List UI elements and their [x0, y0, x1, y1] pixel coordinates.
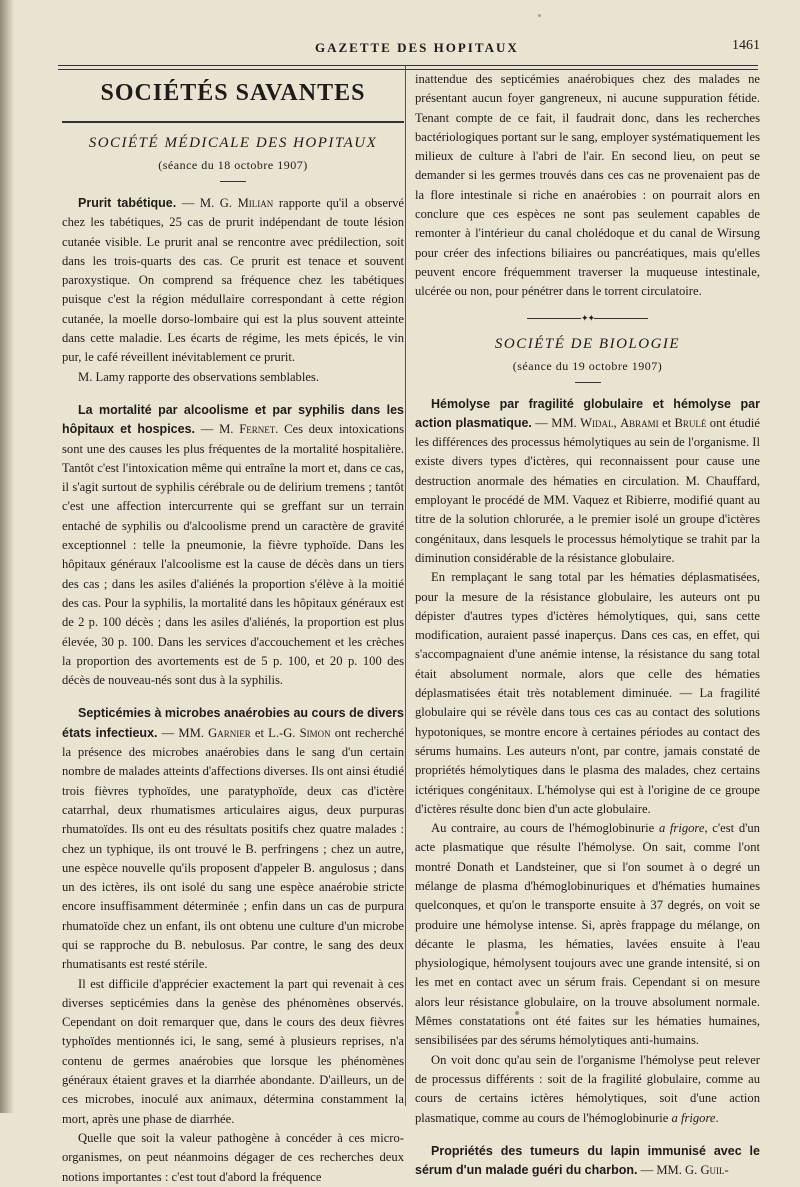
society-heading: SOCIÉTÉ MÉDICALE DES HOPITAUX: [88, 135, 378, 151]
paragraph: Au contraire, au cours de l'hémoglobinurie a frigore, c'est d'un acte plasmatique que résulte l'hémolyse. On sait, comme l'ont montré Donath et Landsteiner, que si l'on soumet à o degré un mélange de plasma d'hémoglobinuriques et d'hématies humaines quelconques, et qu'on le transporte ensuite à 37 degrés, on voit se produire une hémolyse intense. Si, après frappage du mélange, on décante le plasma, les hématies, lavées ensuite à l'eau physiologique, hémolysent toujours avec une grande intensité, si on les met en contact avec un sérum frais. Cependant si on mesure alors leur résistance globulaire, on la trouve absolument normale. Mêmes constatations ont été faites sur les hématies humaines, sensibilisées par des sérums hémolytiques anti-humains.: [415, 821, 760, 1048]
title-rule: [62, 121, 404, 123]
binding-shadow: [0, 0, 14, 1113]
article-hemolyse: Hémolyse par fragilité globulaire et hémolyse par action plasmatique. — MM. Widal, Abrami et Brulé ont étudié les différences des processus hémolytiques au sein de l'organisme. Il existe divers types d'ictères, qui reconnaissent pour cause une destruction anormale des hématies en circulation. M. Chauffard, employant le procédé de MM. Vaquez et Ribierre, modifié quant au titre de la solution chlorurée, a le premier isolé un groupe d'ictères congénitaux, dans lesquels le processus hémolytique se trahit par la diminution considérable de la résistance globulaire.: [415, 396, 760, 565]
article-heading: Propriétés des tumeurs du lapin immunisé avec le sérum d'un malade guéri du charbon.: [415, 1143, 760, 1178]
page-header: [60, 36, 760, 62]
author-name: Widal: [580, 415, 614, 430]
paragraph: En remplaçant le sang total par les hématies déplasmatisées, pour la mesure de la résistance globulaire, les auteurs ont pu dépister d'autres types d'ictères hémolytiques, qui, sans cette modification, auraient passé inaperçus. Dans ces cas, en effet, qui s'accompagnaient d'une anémie intense, la résistance du sang total était absolument normale, alors que celle des hématies déplasmatisées était très notablement diminuée. — La fragilité globulaire qui se révèle dans tous ces cas au contact des solutions hypotoniques, se montre encore à certaines périodes au contact des sérums humains. Les auteurs n'ont, par contre, jamais constaté de propriétés hémolytiques dans le plasma des malades, chez certains ictériques congénitaux. L'hémolyse qui est à l'origine de ce groupe d'ictères résulte donc bien d'un acte globulaire.: [415, 570, 760, 816]
paragraph: M. Lamy rapporte des observations semblables.: [78, 369, 319, 384]
continued-paragraph: inattendue des septicémies anaérobiques chez des malades ne présentant aucun foyer gangreneux, ni aucune suppuration fétide. Tenant compte de ce fait, il faudrait donc, dans les recherches bactériologiques portant sur le sang, employer systématiquement les milieux de culture à l'abri de l'air. En second lieu, on peut se demander si les germes trouvés dans ces cas ne provenaient pas de la flore intestinale si riche en anaérobies : on pourrait alors en conclure que ces espèces ne sont pas seulement capables de remonter à l'intérieur du canal cholédoque et du canal de Wirsung pour créer des infections biliaires ou pancréatiques, mais qu'elles peuvent encore fréquemment traverser la muqueuse intestinale, ulcérée ou non, pour pénétrer dans le torrent circulatoire.: [415, 72, 760, 299]
article-heading: La mortalité par alcoolisme et par syphilis dans les hôpitaux et hospices.: [62, 402, 404, 437]
author-name: Abrami: [620, 415, 659, 430]
right-column: [415, 70, 760, 1180]
author-name: Brulé: [674, 415, 707, 430]
author-name: Milian: [237, 196, 274, 210]
paragraph: Il est difficile d'apprécier exactement la part qui revenait à ces diverses septicémies dans la genèse des phénomènes observés. Cependant on doit remarquer que, dans le cours des deux fièvres typhoïdes mentionnés ici, le sang, semé à plusieurs reprises, n'a contenu de germes anaérobies que lorsque les phénomènes généraux étaient graves et la diarrhée abondante. D'ailleurs, un de ces microbes, inoculé aux animaux, détermina constamment la mort, après une phase de diarrhée.: [62, 976, 404, 1126]
article-tumeurs: Propriétés des tumeurs du lapin immunisé avec le sérum d'un malade guéri du charbon. — MM. G. Guil-: [415, 1143, 760, 1178]
section-separator: ✦✦: [415, 314, 760, 324]
article-heading: Hémolyse par fragilité globulaire et hémolyse par action plasmatique.: [415, 396, 760, 430]
column-divider: [405, 66, 406, 1106]
page-number: 1461: [732, 38, 760, 53]
article-heading: Septicémies à microbes anaérobies au cours de divers états infectieux.: [62, 706, 404, 740]
seance-date: (séance du 19 octobre 1907): [512, 358, 663, 373]
author-name: Garnier: [208, 725, 251, 740]
author-name: Simon: [299, 725, 331, 740]
article-prurit: Prurit tabétique. — M. G. Milian rapporte qu'il a observé chez les tabétiques, 25 cas de prurit indépendant de toute lésion cutanée visible. Le prurit anal se rencontre avec prédilection, soit dans les trois-quarts des cas. Ce prurit est tenace et souvent paroxystique. On comprend sa fréquence chez les tabétiques puisque c'est la région médullaire correspondant à cette région cutanée, la moelle dorso-lombaire qui est la plus souvent atteinte dans cette maladie. Les écarts de régime, les mets épicés, le vin pur, le café réveillent inévitablement ce prurit.: [62, 196, 405, 365]
article-mortalite: La mortalité par alcoolisme et par syphilis dans les hôpitaux et hospices. — M. Fernet. Ces deux intoxications sont une des causes les plus fréquentes de la mortalité hospitalière. Tantôt c'est l'intoxication même qui entraîne la mort et, dans ce cas, il s'agit surtout de syphilis cérébrale ou de delirium tremens ; tantôt c'est une affection intercurrente qui se greffant sur un terrain entaché de syphilis ou d'alcoolisme prend un caractère de gravité exceptionnel : telle la pneumonie, la fièvre typhoïde. Dans les hôpitaux généraux l'alcoolisme est la cause de décès dans un tiers des cas ; dans les asiles d'aliénés la proportion s'élève à la moitié des cas. Pour la syphilis, la mortalité dans les hôpitaux généraux est de 2 p. 100 décès ; dans les asiles d'aliénés, la proportion est plus élevée, 30 p. 100. Dans les services d'accouchement et les crèches la proportion des avortements est de 5 p. 100, et 20 p. 100 des décès de nouveau-nés sont dus à la syphilis.: [62, 402, 404, 688]
left-column: [62, 70, 404, 1187]
author-name: Fernet: [239, 422, 276, 437]
paragraph: Quelle que soit la valeur pathogène à concéder à ces micro-organismes, on peut néanmoins dégager de ces recherches deux notions importantes : c'est tout d'abord la fréquence: [62, 1130, 404, 1184]
section-title: SOCIÉTÉS SAVANTES: [100, 80, 366, 106]
article-septicemies: Septicémies à microbes anaérobies au cours de divers états infectieux. — MM. Garnier et L.-G. Simon ont recherché la présence des microbes anaérobies dans le sang d'un certain nombre de malades atteints d'affections diverses. Ils ont ainsi étudié trois fièvres typhoïdes, une paratyphoïde, deux cas d'ictère catarrhal, deux rhumatismes articulaires aigus, deux purpuras rhumatoïdes. Ils ont eu des résultats positifs chez quatre malades : chez un typhique, ils ont trouvé le B. perfringens ; chez un autre, une espèce nouvelle qu'ils proposent d'appeler B. angulosus ; dans un des ictères, ils ont isolé du sang une espèce anaérobie stricte encore insuffisamment déterminée ; enfin dans un cas de purpura rhumatoïde chez un enfant, ils ont obtenu une culture d'un microbe qui se rapproche du B. nebulosus. Par contre, le sang des deux rhumatisants est resté stérile.: [62, 706, 404, 972]
short-rule: [220, 181, 246, 182]
short-rule: [575, 382, 601, 383]
paragraph: On voit donc qu'au sein de l'organisme l'hémolyse peut relever de processus différents : soit de la fragilité globulaire, comme au cours de certains ictères hémolytiques, soit d'une action plasmatique, comme au cours de l'hémoglobinurie a frigore.: [415, 1052, 760, 1125]
article-heading: Prurit tabétique.: [78, 196, 177, 210]
paper-spot: [538, 14, 541, 17]
society-heading: SOCIÉTÉ DE BIOLOGIE: [494, 335, 681, 352]
seance-date: (séance du 18 octobre 1907): [158, 158, 308, 172]
author-name: Guil-: [700, 1163, 729, 1178]
header-rule: [58, 65, 758, 66]
journal-title: GAZETTE DES HOPITAUX: [315, 40, 519, 55]
